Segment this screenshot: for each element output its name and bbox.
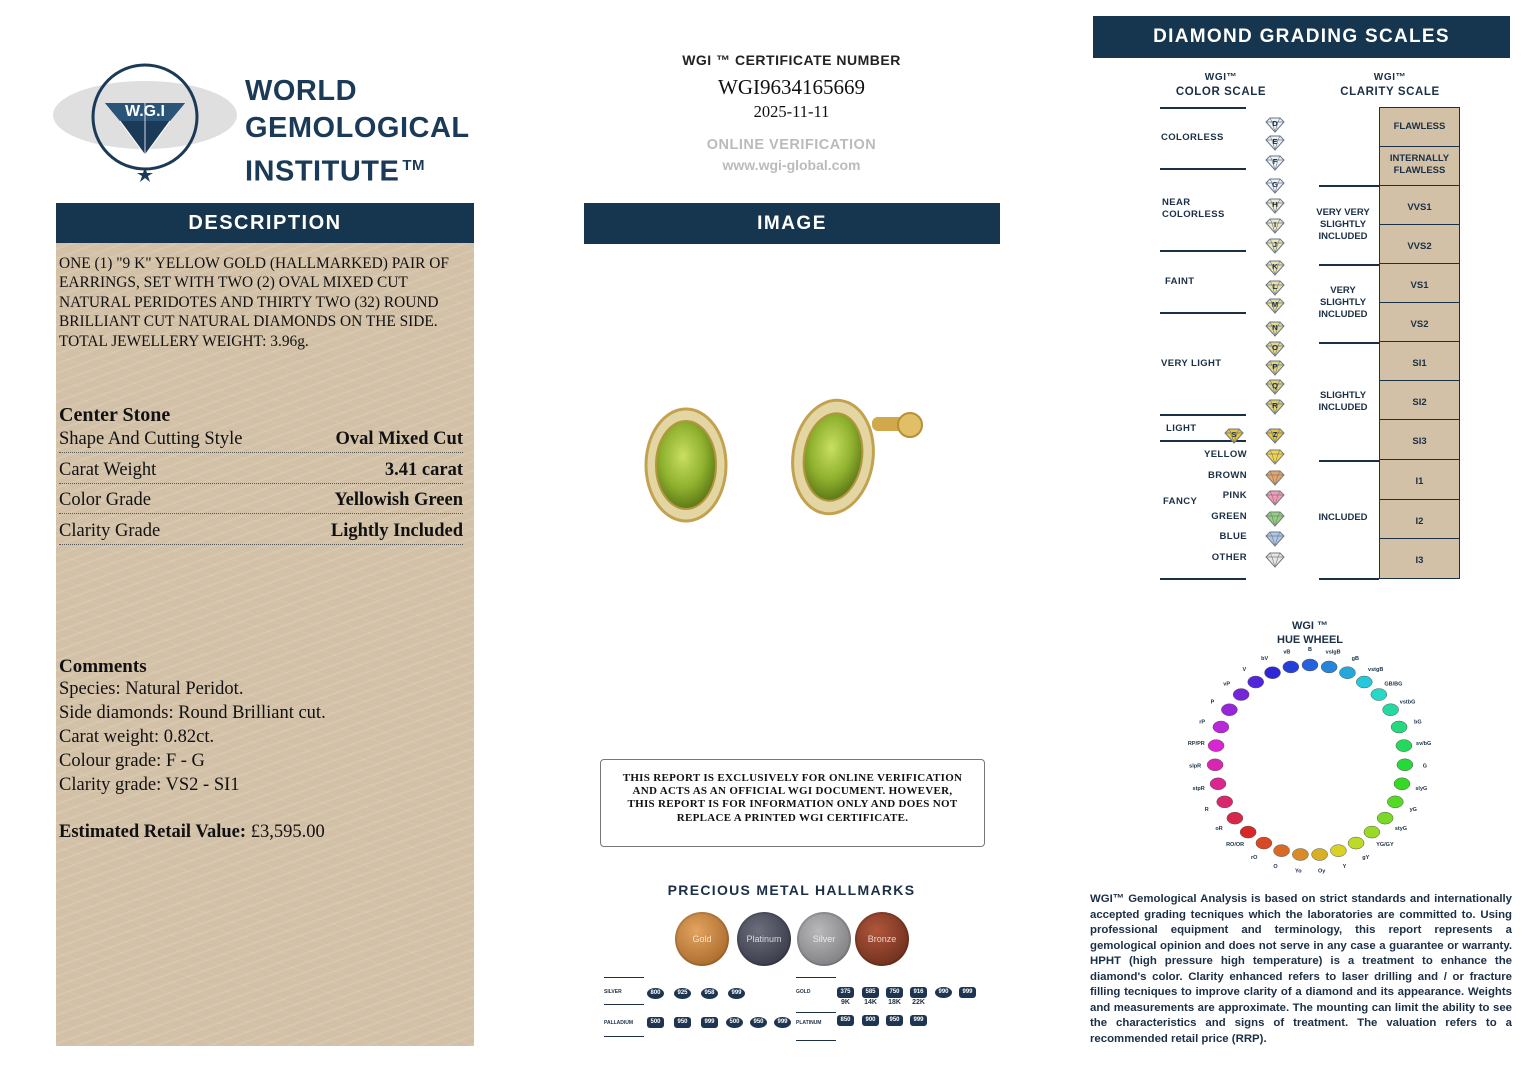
certificate-label: WGI ™ CERTIFICATE NUMBER <box>682 52 901 68</box>
hue-gem-icon <box>1265 667 1281 679</box>
fancy-other: OTHER <box>1211 552 1247 563</box>
clarity-if: INTERNALLY FLAWLESS <box>1379 147 1460 186</box>
gem-letter-e: E <box>1272 137 1278 146</box>
hue-label: O <box>1273 863 1278 870</box>
gem-letter-n: N <box>1272 323 1278 332</box>
clarity-group-divider <box>1319 460 1379 462</box>
hue-gem-icon <box>1377 812 1393 824</box>
group-faint: FAINT <box>1165 276 1195 287</box>
hallmark-divider <box>604 1036 644 1037</box>
hue-label: Yo <box>1295 868 1302 875</box>
hallmarks-title: PRECIOUS METAL HALLMARKS <box>667 882 916 898</box>
color-scale-heading <box>1160 71 1282 99</box>
platinum-mark: 900 <box>862 1015 879 1026</box>
spec-value: 3.41 carat <box>384 460 463 480</box>
gem-letter-q: Q <box>1272 381 1278 390</box>
gem-letter-h: H <box>1272 200 1278 209</box>
platinum-medal: Platinum <box>737 912 791 966</box>
hue-label: GB/BG <box>1384 681 1403 688</box>
group-light: LIGHT <box>1166 423 1197 434</box>
hue-label: bG <box>1414 719 1422 726</box>
bronze-medal: Bronze <box>855 912 909 966</box>
palladium-mark: 500 <box>647 1017 664 1028</box>
fancy-gem-icon <box>1263 490 1287 506</box>
hue-gem-icon <box>1383 704 1399 716</box>
fancy-yellow: YELLOW <box>1203 449 1247 460</box>
hue-wheel <box>1175 645 1445 875</box>
retail-value <box>59 822 325 843</box>
hue-gem-icon <box>1339 667 1355 679</box>
hue-label: RP/PR <box>1187 741 1205 748</box>
hue-label: V <box>1242 666 1247 673</box>
clarity-vs2: VS2 <box>1379 303 1460 342</box>
color-group-divider <box>1160 168 1246 170</box>
clarity-group-i: INCLUDED <box>1318 512 1368 523</box>
seal-abbr: W.G.I <box>125 103 165 120</box>
hue-label: P <box>1210 699 1215 706</box>
palladium-mark: 999 <box>774 1017 791 1028</box>
hue-gem-icon <box>1207 759 1223 771</box>
clarity-group-si: SLIGHTLY INCLUDED <box>1318 390 1368 413</box>
clarity-group-divider <box>1319 185 1379 187</box>
wgi-logo <box>50 55 480 188</box>
spec-row-shape <box>59 425 463 453</box>
hue-gem-icon <box>1256 837 1272 849</box>
clarity-vvs1: VVS1 <box>1379 186 1460 225</box>
hue-gem-icon <box>1240 826 1256 838</box>
spec-value: Lightly Included <box>330 521 463 541</box>
clarity-si1: SI1 <box>1379 342 1460 381</box>
silver-medal: Silver <box>797 912 851 966</box>
hue-gem-icon <box>1248 676 1264 688</box>
image-header: IMAGE <box>584 203 1000 244</box>
hue-label: rP <box>1199 719 1206 726</box>
hue-gem-icon <box>1292 849 1308 861</box>
hallmark-divider <box>604 977 644 978</box>
hue-gem-icon <box>1396 740 1412 752</box>
hue-label: R <box>1204 806 1209 813</box>
clarity-group-vs: VERY SLIGHTLY INCLUDED <box>1318 285 1368 320</box>
clarity-i2: I2 <box>1379 500 1460 539</box>
gem-letter-p: P <box>1272 362 1278 371</box>
comment-line: Colour grade: F - G <box>59 751 205 771</box>
hue-gem-icon <box>1330 845 1346 857</box>
comments-title: Comments <box>59 656 147 677</box>
hue-gem-icon <box>1283 661 1299 673</box>
platinum-mark: 950 <box>886 1015 903 1026</box>
comment-line: Carat weight: 0.82ct. <box>59 727 215 747</box>
center-stone-title: Center Stone <box>59 404 171 426</box>
hue-gem-icon <box>1217 796 1233 808</box>
gem-letter-g: G <box>1272 180 1278 189</box>
retail-label: Estimated Retail Value: <box>59 822 247 842</box>
palladium-mark: 950 <box>674 1017 691 1028</box>
logo-line-3: INSTITUTE <box>245 155 400 188</box>
clarity-scale-title: CLARITY SCALE <box>1340 86 1440 98</box>
color-scale-title: COLOR SCALE <box>1175 86 1267 98</box>
institute-name <box>245 73 470 191</box>
gem-letter-f: F <box>1272 157 1278 166</box>
comment-line: Side diamonds: Round Brilliant cut. <box>59 703 326 723</box>
palladium-mark: 500 <box>726 1017 743 1028</box>
gem-letter-m: M <box>1271 300 1279 309</box>
hue-label: slyG <box>1415 785 1428 792</box>
grading-scales-header: DIAMOND GRADING SCALES <box>1093 16 1510 58</box>
hue-label: sv/bG <box>1416 741 1432 748</box>
spec-value: Yellowish Green <box>334 490 463 510</box>
fancy-gem-icon <box>1263 511 1287 527</box>
palladium-label: PALLADIUM <box>604 1020 634 1026</box>
palladium-mark: 999 <box>701 1017 718 1028</box>
gold-mark: 585 <box>862 987 879 998</box>
spec-value: Oval Mixed Cut <box>335 429 463 449</box>
hue-gem-icon <box>1302 659 1318 671</box>
hue-gem-icon <box>1394 778 1410 790</box>
hue-label: G <box>1422 763 1427 770</box>
hue-label: Oy <box>1317 868 1326 875</box>
hue-gem-icon <box>1213 721 1229 733</box>
clarity-group-divider <box>1319 264 1379 266</box>
description-text: ONE (1) "9 K" YELLOW GOLD (HALLMARKED) PAIR OF EARRINGS, SET WITH TWO (2) OVAL MIXED CUT NATURAL PERIDOTES AND THIRTY TWO (32) ROUND BRILLIANT CUT NATURAL DIAMONDS ON THE SIDE. TOTAL JEWELLERY WEIGHT: 3.96g. <box>59 255 449 350</box>
spec-row-color <box>59 486 463 514</box>
hue-label: slpR <box>1189 763 1202 770</box>
clarity-si2: SI2 <box>1379 381 1460 420</box>
hue-gem-icon <box>1348 837 1364 849</box>
earrings-image <box>640 395 930 535</box>
hue-gem-icon <box>1221 704 1237 716</box>
gold-mark: 750 <box>886 987 903 998</box>
hue-label: vP <box>1223 681 1231 688</box>
hue-label: yG <box>1409 806 1417 813</box>
spec-key: Shape And Cutting Style <box>59 429 243 449</box>
gold-karat: 14K <box>864 999 877 1006</box>
verification-url[interactable]: www.wgi-global.com <box>722 157 861 173</box>
hallmark-divider <box>604 1004 644 1005</box>
spec-key: Carat Weight <box>59 460 157 480</box>
gem-letter-s: S <box>1231 430 1237 439</box>
gem-letter-o: O <box>1272 343 1278 352</box>
gold-karat: 18K <box>888 999 901 1006</box>
hue-gem-icon <box>1274 845 1290 857</box>
clarity-i3: I3 <box>1415 555 1424 566</box>
hue-wheel-brand: WGI ™ <box>1291 620 1329 632</box>
fancy-gem-icon <box>1263 531 1287 547</box>
group-fancy: FANCY <box>1163 496 1198 507</box>
clarity-scale-heading <box>1328 71 1452 99</box>
hue-gem-icon <box>1227 812 1243 824</box>
hue-label: bV <box>1261 655 1269 662</box>
clarity-fl: FLAWLESS <box>1379 107 1460 147</box>
clarity-si3: SI3 <box>1379 420 1460 460</box>
gem-letter-r: R <box>1272 401 1278 410</box>
spec-row-clarity <box>59 517 463 545</box>
hue-gem-icon <box>1210 778 1226 790</box>
hue-gem-icon <box>1208 740 1224 752</box>
clarity-group-vvs: VERY VERY SLIGHTLY INCLUDED <box>1316 207 1370 242</box>
hue-label: oR <box>1215 825 1223 832</box>
fancy-blue: BLUE <box>1219 531 1247 542</box>
gold-karat: 9K <box>841 999 850 1006</box>
hue-label: vslgB <box>1325 649 1341 656</box>
fancy-gem-icon <box>1263 470 1287 486</box>
palladium-mark: 950 <box>750 1017 767 1028</box>
group-colorless: COLORLESS <box>1161 132 1224 143</box>
platinum-label: PLATINUM <box>796 1020 822 1026</box>
spec-key: Clarity Grade <box>59 521 161 541</box>
hue-label: vB <box>1283 649 1291 656</box>
fancy-brown: BROWN <box>1208 470 1247 481</box>
certificate-date: 2025-11-11 <box>753 102 830 121</box>
gold-mark: 916 <box>910 987 927 998</box>
color-group-divider <box>1160 250 1246 252</box>
hue-label: gY <box>1362 855 1370 862</box>
color-scale-brand: WGI™ <box>1204 72 1238 83</box>
comment-line: Species: Natural Peridot. <box>59 679 244 699</box>
hue-gem-icon <box>1233 689 1249 701</box>
silver-mark: 999 <box>728 988 745 999</box>
gold-mark: 990 <box>935 987 952 998</box>
hue-label: styG <box>1394 825 1408 832</box>
fancy-gem-icon <box>1263 449 1287 465</box>
silver-mark: 800 <box>647 988 664 999</box>
color-group-divider <box>1160 107 1246 109</box>
gem-letter-l: L <box>1272 282 1278 291</box>
platinum-mark: 850 <box>837 1015 854 1026</box>
gold-mark: 375 <box>837 987 854 998</box>
disclaimer-box: THIS REPORT IS EXCLUSIVELY FOR ONLINE VERIFICATION AND ACTS AS AN OFFICIAL WGI DOCUMENT. HOWEVER, THIS REPORT IS FOR INFORMATION ONLY AND DOES NOT REPLACE A PRINTED WGI CERTIFICATE. <box>600 759 985 847</box>
color-group-divider <box>1160 312 1246 314</box>
platinum-mark: 999 <box>910 1015 927 1026</box>
spec-key: Color Grade <box>59 490 151 510</box>
hue-gem-icon <box>1391 721 1407 733</box>
gem-letter-d: D <box>1272 119 1278 128</box>
color-group-divider <box>1160 578 1246 580</box>
color-group-divider <box>1160 414 1246 416</box>
gold-label: GOLD <box>796 989 811 995</box>
hue-gem-icon <box>1312 849 1328 861</box>
clarity-group-divider <box>1319 578 1379 580</box>
hue-label: vstbG <box>1399 699 1416 706</box>
certificate-number: WGI9634165669 <box>718 75 865 99</box>
hue-gem-icon <box>1387 796 1403 808</box>
clarity-scale-brand: WGI™ <box>1373 72 1407 83</box>
hue-gem-icon <box>1364 826 1380 838</box>
hue-gem-icon <box>1371 689 1387 701</box>
hue-gem-icon <box>1321 661 1337 673</box>
gold-medal: Gold <box>675 912 729 966</box>
hue-label: B <box>1308 647 1312 653</box>
gem-letter-j: J <box>1272 240 1278 249</box>
gold-karat: 22K <box>912 999 925 1006</box>
hue-wheel-title: HUE WHEEL <box>1277 634 1343 646</box>
clarity-i1: I1 <box>1379 460 1460 500</box>
gem-letter-i: I <box>1273 220 1277 229</box>
legal-text: WGI™ Gemological Analysis is based on strict standards and internationally accepted grading tecniques which the laboratories are committed to. Using professional equipment and terminology, this report represents a gemological opinion and does not serve in any case a guarantee or warranty. HPHT (high pressure high temperature) is a treatment to enhance the diamond's color. Clarity enhanced refers to laser drilling and / or fracture filling tecniques to improve clarity of a diamond and its appearance. Weights and measurements are approximate. The mounting can limit the ability to see the characteristics and signs of treatment. The valuation refers to a recommended retail price (RRP). <box>1090 893 1512 1045</box>
hue-label: stpR <box>1192 785 1205 792</box>
clarity-vvs2: VVS2 <box>1379 225 1460 264</box>
fancy-gem-icon <box>1263 552 1287 568</box>
hue-label: rO <box>1250 855 1258 862</box>
spec-row-carat <box>59 456 463 484</box>
logo-line-2: GEMOLOGICAL <box>245 112 470 144</box>
clarity-group-divider <box>1319 342 1379 344</box>
silver-label: SILVER <box>604 989 622 995</box>
logo-line-1: WORLD <box>245 75 358 107</box>
hallmark-divider <box>796 977 836 978</box>
hue-label: Y <box>1342 863 1347 870</box>
silver-mark: 958 <box>701 988 718 999</box>
hue-gem-icon <box>1356 676 1372 688</box>
hue-wheel-heading <box>1250 619 1370 647</box>
gem-letter-k: K <box>1272 262 1278 271</box>
comment-line: Clarity grade: VS2 - SI1 <box>59 775 240 795</box>
fancy-green: GREEN <box>1211 511 1247 522</box>
silver-mark: 925 <box>674 988 691 999</box>
online-verification: ONLINE VERIFICATION <box>706 137 877 153</box>
hue-label: RO/OR <box>1226 842 1245 849</box>
gold-mark: 999 <box>959 987 976 998</box>
clarity-vs1: VS1 <box>1379 264 1460 303</box>
group-very-light: VERY LIGHT <box>1161 358 1222 369</box>
hue-label: gB <box>1351 655 1360 662</box>
group-near-colorless: NEAR COLORLESS <box>1162 197 1225 220</box>
description-header: DESCRIPTION <box>56 203 474 243</box>
hue-label: vstgB <box>1368 666 1384 673</box>
hue-label: YG/GY <box>1376 842 1394 849</box>
retail-amount: £3,595.00 <box>250 822 325 842</box>
fancy-pink: PINK <box>1222 490 1247 501</box>
hallmark-divider <box>796 1040 836 1041</box>
logo-tm: TM <box>402 157 426 174</box>
gem-letter-z: Z <box>1272 430 1278 439</box>
hue-gem-icon <box>1397 759 1413 771</box>
hallmark-divider <box>796 1012 836 1013</box>
